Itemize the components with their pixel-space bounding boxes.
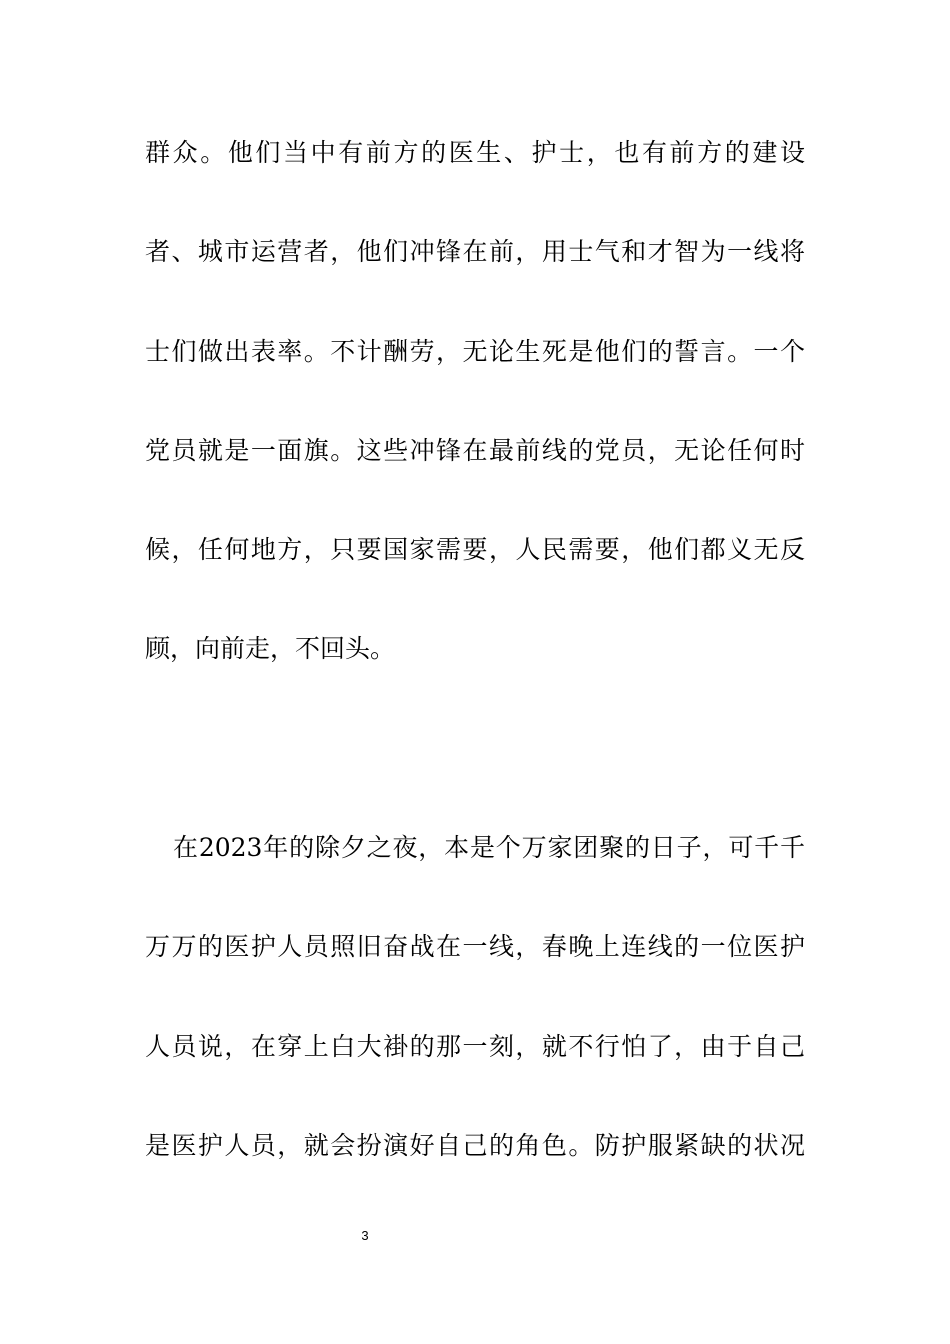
page-number: 3 <box>361 1228 369 1243</box>
text-line: 者、城市运营者，他们冲锋在前，用士气和才智为一线将 <box>145 237 805 266</box>
text-line: 顾，向前走，不回头。 <box>145 634 396 663</box>
text-line: 是医护人员，就会扮演好自己的角色。防护服紧缺的状况 <box>145 1131 805 1160</box>
text-line: 在2023年的除夕之夜，本是个万家团聚的日子，可千千 <box>173 833 805 862</box>
text-line: 人员说，在穿上白大褂的那一刻，就不行怕了，由于自己 <box>145 1032 805 1061</box>
text-line: 候，任何地方，只要国家需要，人民需要，他们都义无反 <box>145 535 805 564</box>
text-line: 万万的医护人员照旧奋战在一线，春晚上连线的一位医护 <box>145 932 805 961</box>
text-line: 士们做出表率。不计酬劳，无论生死是他们的誓言。一个 <box>145 337 805 366</box>
text-line: 党员就是一面旗。这些冲锋在最前线的党员，无论任何时 <box>145 436 805 465</box>
text-line: 群众。他们当中有前方的医生、护士，也有前方的建设 <box>145 138 805 167</box>
